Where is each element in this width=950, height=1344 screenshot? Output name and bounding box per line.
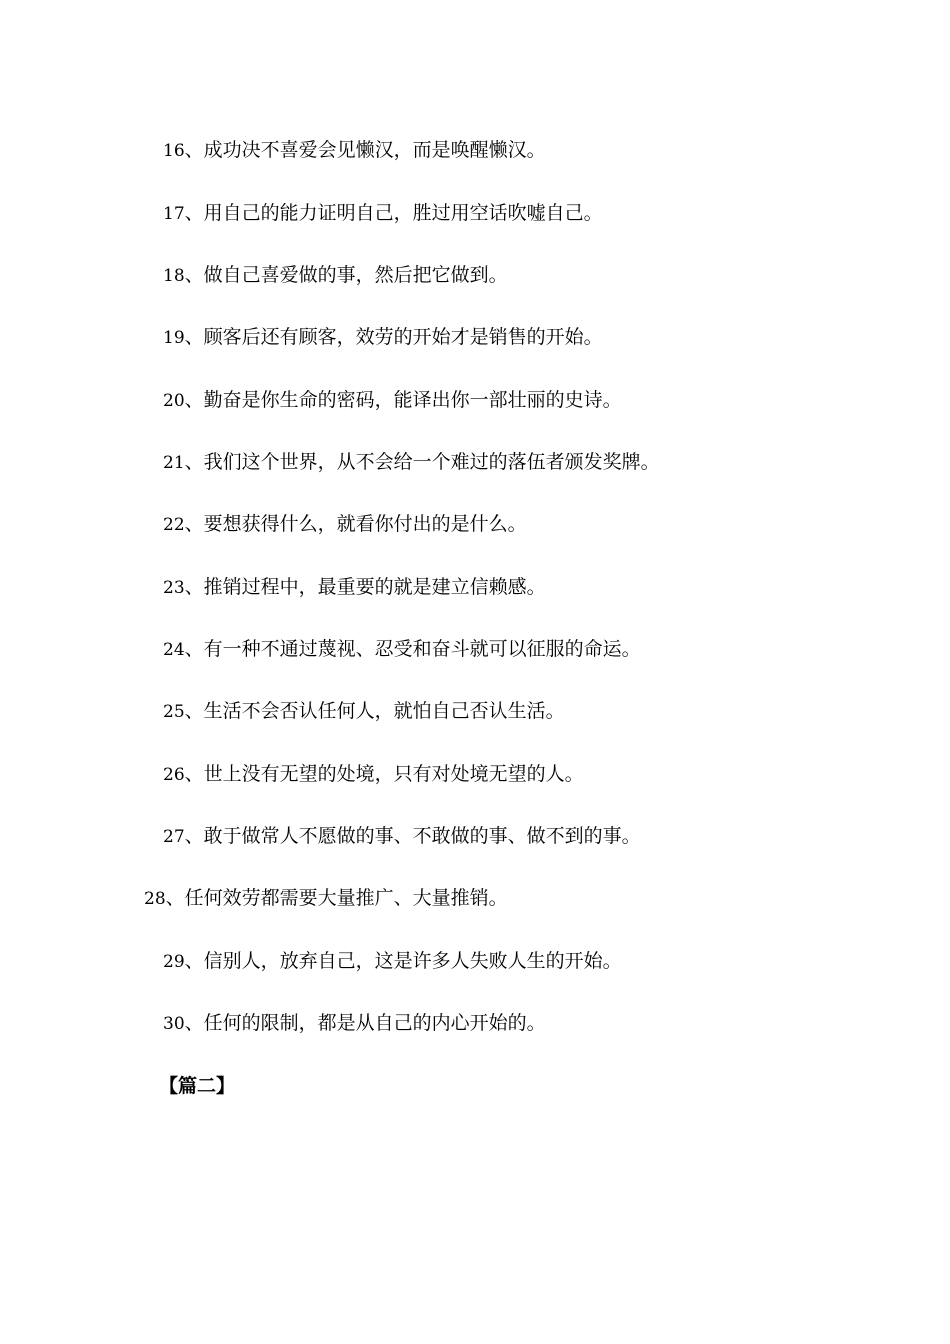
item-number: 30	[163, 1014, 185, 1034]
item-text: 生活不会否认任何人，就怕自己否认生活。	[203, 700, 565, 722]
list-item	[163, 135, 546, 165]
item-separator: 、	[184, 763, 204, 785]
list-item	[163, 198, 603, 228]
list-item	[163, 1008, 546, 1038]
item-text: 顾客后还有顾客，效劳的开始才是销售的开始。	[203, 326, 603, 348]
item-text: 信别人，放弃自己，这是许多人失败人生的开始。	[203, 950, 622, 972]
list-item	[163, 572, 546, 602]
item-number: 27	[163, 827, 185, 847]
item-separator: 、	[184, 264, 204, 286]
item-separator: 、	[184, 389, 204, 411]
item-separator: 、	[184, 451, 204, 473]
item-separator: 、	[184, 825, 204, 847]
item-text: 敢于做常人不愿做的事、不敢做的事、做不到的事。	[203, 825, 641, 847]
item-separator: 、	[184, 1012, 204, 1034]
item-text: 推销过程中，最重要的就是建立信赖感。	[203, 576, 546, 598]
list-item	[163, 260, 508, 290]
item-number: 25	[163, 702, 185, 722]
item-separator: 、	[184, 950, 204, 972]
item-text: 任何效劳都需要大量推广、大量推销。	[184, 887, 508, 909]
item-number: 23	[163, 578, 185, 598]
item-separator: 、	[184, 576, 204, 598]
item-number: 21	[163, 453, 185, 473]
item-number: 28	[144, 889, 166, 909]
item-text: 任何的限制，都是从自己的内心开始的。	[203, 1012, 546, 1034]
section-heading: 【篇二】	[159, 1075, 236, 1097]
item-text: 要想获得什么，就看你付出的是什么。	[203, 513, 527, 535]
item-text: 有一种不通过蔑视、忍受和奋斗就可以征服的命运。	[203, 638, 641, 660]
list-item	[163, 821, 641, 851]
item-number: 20	[163, 391, 185, 411]
item-number: 19	[163, 328, 185, 348]
item-text: 用自己的能力证明自己，胜过用空话吹嘘自己。	[203, 202, 603, 224]
list-item	[163, 759, 584, 789]
item-separator: 、	[184, 139, 204, 161]
item-text: 勤奋是你生命的密码，能译出你一部壮丽的史诗。	[203, 389, 622, 411]
item-separator: 、	[165, 887, 185, 909]
item-text: 做自己喜爱做的事，然后把它做到。	[203, 264, 508, 286]
item-separator: 、	[184, 638, 204, 660]
item-number: 17	[163, 204, 185, 224]
item-separator: 、	[184, 326, 204, 348]
list-item	[144, 883, 508, 913]
list-item	[163, 385, 622, 415]
item-number: 29	[163, 952, 185, 972]
item-text: 世上没有无望的处境，只有对处境无望的人。	[203, 763, 584, 785]
list-item	[163, 447, 660, 477]
list-item	[163, 509, 527, 539]
list-item	[163, 634, 641, 664]
item-separator: 、	[184, 700, 204, 722]
item-separator: 、	[184, 202, 204, 224]
item-text: 我们这个世界，从不会给一个难过的落伍者颁发奖牌。	[203, 451, 660, 473]
item-number: 22	[163, 515, 185, 535]
list-item	[163, 946, 622, 976]
item-number: 24	[163, 640, 185, 660]
item-number: 26	[163, 765, 185, 785]
item-number: 16	[163, 141, 185, 161]
item-separator: 、	[184, 513, 204, 535]
list-item	[163, 696, 565, 726]
list-item	[163, 322, 603, 352]
item-number: 18	[163, 266, 185, 286]
item-text: 成功决不喜爱会见懒汉，而是唤醒懒汉。	[203, 139, 546, 161]
